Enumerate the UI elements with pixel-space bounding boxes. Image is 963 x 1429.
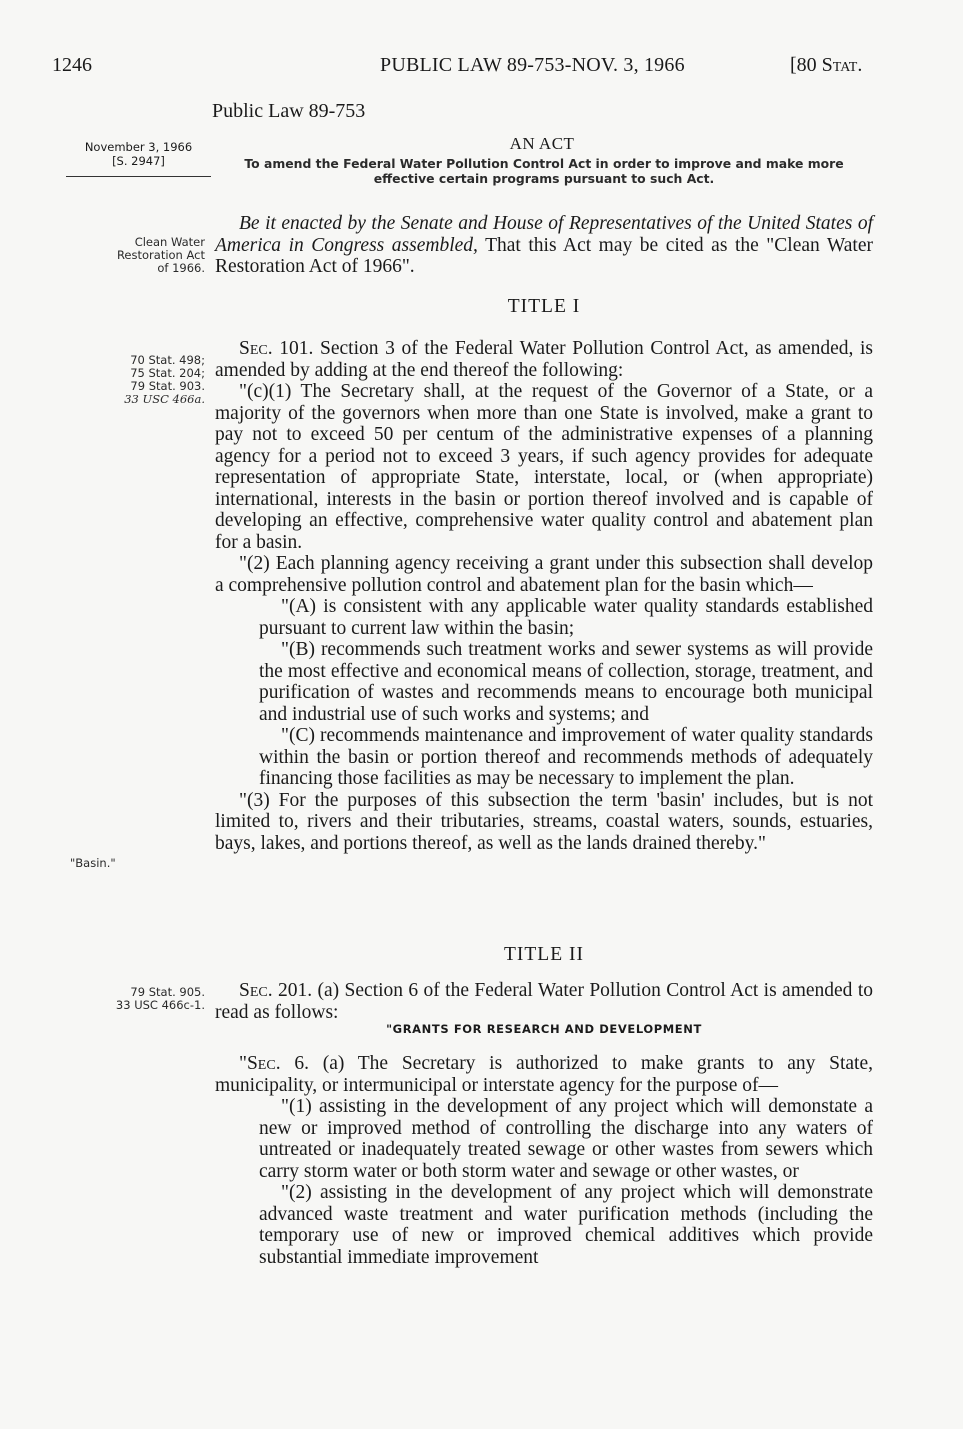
margin-citations-2 bbox=[80, 986, 205, 1012]
act-purpose: To amend the Federal Water Pollution Control Act in order to improve and make more effective certain programs pursuant to such Act. bbox=[244, 156, 844, 186]
section-heading: "GRANTS FOR RESEARCH AND DEVELOPMENT bbox=[386, 1022, 702, 1036]
margin-line: 33 USC 466c-1. bbox=[115, 998, 205, 1012]
act-heading: AN ACT bbox=[509, 134, 575, 153]
paragraph-2: "(2) Each planning agency receiving a grant under this subsection shall develop a comprehensive pollution control and abatement plan for the basin which— bbox=[215, 553, 873, 596]
paragraph-A: "(A) is consistent with any applicable water quality standards established pursuant to current law within the basin; bbox=[259, 596, 873, 639]
paragraph-c1: "(c)(1) The Secretary shall, at the request of the Governor of a State, or a majority of the governors when more than one State is involved, make a grant to pay not to exceed 50 per centum of the administrative expenses of a planning agency for a period not to exceed 3 years, if such agency provides for adequate representation of appropriate State, interstate, local, or (when appropriate) international, interests in the basin or portion thereof involved and is capable of developing an effective, comprehensive water quality control and abatement plan for a basin. bbox=[215, 381, 873, 553]
margin-line: Restoration Act bbox=[116, 248, 205, 262]
section-text: (a) The Secretary is authorized to make grants to any State, municipality, or intermunicipal or interstate agency for the purpose of— bbox=[215, 1053, 873, 1096]
section-text: Section 3 of the Federal Water Pollution Control Act, as amended, is amended by adding at the end thereof the following: bbox=[215, 338, 873, 381]
margin-line: of 1966. bbox=[157, 261, 205, 275]
paragraph-6-1: "(1) assisting in the development of any project which will demonstate a new or improved method of controlling the discharge into any waters of untreated or inadequately treated sewage or other wastes from sewers which carry storm water or both storm water and sewage or other wastes, or bbox=[259, 1096, 873, 1182]
margin-line: 33 USC 466a. bbox=[124, 392, 205, 406]
volume-citation: [80 Stat. bbox=[790, 54, 863, 76]
paragraph-C: "(C) recommends maintenance and improvement of water quality standards within the basin or portion thereof and recommends methods of adequately financing those facilities as may be necessary to implement the plan. bbox=[259, 725, 873, 789]
margin-basin: "Basin." bbox=[70, 856, 116, 870]
margin-date: November 3, 1966 bbox=[84, 140, 193, 154]
running-title: PUBLIC LAW 89-753-NOV. 3, 1966 bbox=[380, 54, 685, 76]
sec-201-body bbox=[215, 980, 873, 1023]
section-text: (a) Section 6 of the Federal Water Pollution Control Act is amended to read as follows: bbox=[215, 980, 873, 1023]
sec-6-body bbox=[215, 1053, 873, 1268]
margin-line: 79 Stat. 905. bbox=[130, 985, 205, 999]
margin-line: 79 Stat. 903. bbox=[130, 379, 205, 393]
margin-line: Clean Water bbox=[134, 235, 205, 249]
section-label: "Sec. 6. bbox=[239, 1053, 309, 1074]
margin-line: 75 Stat. 204; bbox=[130, 366, 205, 380]
page-number: 1246 bbox=[52, 54, 92, 76]
enacting-clause bbox=[215, 213, 873, 278]
margin-rule bbox=[66, 176, 211, 177]
paragraph-6-2: "(2) assisting in the development of any project which will demonstrate advanced waste treatment and water purification methods (including the temporary use of new or improved chemical additives which provide substantial immediate improvement bbox=[259, 1182, 873, 1268]
section-label: Sec. 101. bbox=[239, 338, 314, 359]
section-label: Sec. 201. bbox=[239, 980, 313, 1001]
paragraph-3: "(3) For the purposes of this subsection the term 'basin' includes, but is not limited to, rivers and their tributaries, streams, coastal waters, sounds, estuaries, bays, lakes, and portions thereof, as well as the lands drained thereby." bbox=[215, 789, 873, 854]
margin-short-title bbox=[80, 236, 205, 275]
margin-line: 70 Stat. 498; bbox=[130, 353, 205, 367]
title-1-body bbox=[215, 338, 873, 854]
margin-citations-1 bbox=[80, 354, 205, 406]
margin-date-block bbox=[66, 140, 211, 168]
enacting-clause-text: That this Act may be cited as the "Clean Water Restoration Act of 1966". bbox=[215, 234, 873, 277]
paragraph-B: "(B) recommends such treatment works and sewer systems as will provide the most effective and economical means of collection, storage, treatment, and purification of wastes and recommends means to encourage both municipal and industrial use of such works and systems; and bbox=[259, 639, 873, 725]
margin-bill-number: [S. 2947] bbox=[112, 154, 165, 168]
title-2-heading: TITLE II bbox=[503, 944, 584, 965]
enacting-clause-italic: Be it enacted by the Senate and House of Representatives of the United States of America in Congress assembled, bbox=[215, 213, 873, 256]
law-number: Public Law 89-753 bbox=[212, 100, 366, 122]
title-1-heading: TITLE I bbox=[507, 296, 581, 317]
